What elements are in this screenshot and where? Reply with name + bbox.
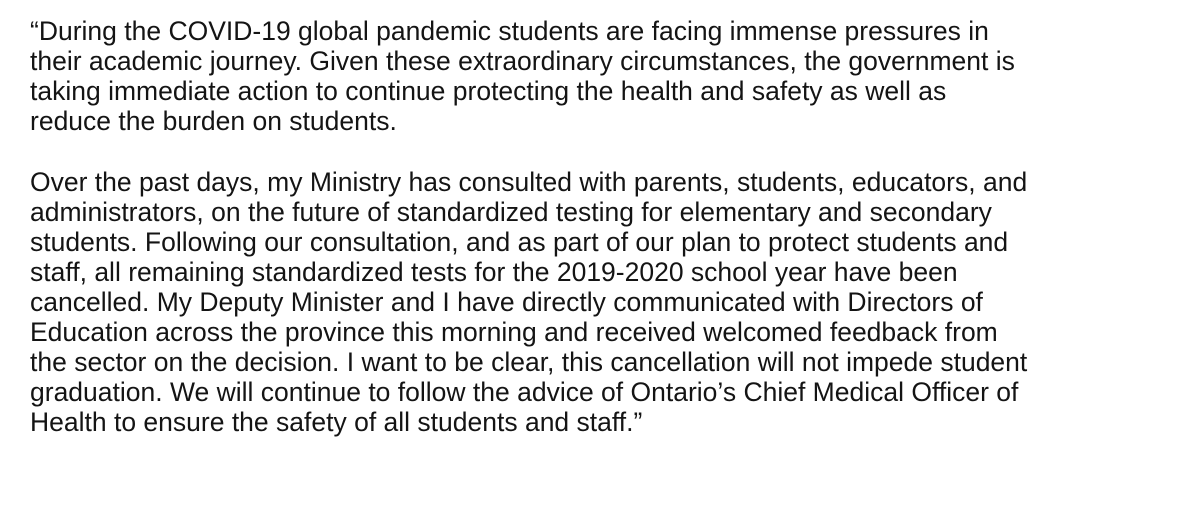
paragraph-2-line: staff, all remaining standardized tests for the 2019-2020 school year have been: [30, 257, 958, 287]
paragraph-2-line: graduation. We will continue to follow the advice of Ontario’s Chief Medical Officer of: [30, 377, 1019, 407]
paragraph-1: [30, 16, 1180, 136]
paragraph-2-line: the sector on the decision. I want to be clear, this cancellation will not impede student: [30, 347, 1028, 377]
paragraph-1-line: their academic journey. Given these extraordinary circumstances, the government is: [30, 46, 1015, 76]
paragraph-2-line: Health to ensure the safety of all students and staff.”: [30, 407, 643, 437]
paragraph-2-line: students. Following our consultation, and as part of our plan to protect students and: [30, 227, 1009, 257]
paragraph-2-line: administrators, on the future of standardized testing for elementary and secondary: [30, 197, 992, 227]
paragraph-spacer: [30, 136, 1180, 167]
paragraph-2-line: Education across the province this morning and received welcomed feedback from: [30, 317, 998, 347]
paragraph-2: [30, 167, 1180, 437]
paragraph-2-line: Over the past days, my Ministry has consulted with parents, students, educators, and: [30, 167, 1028, 197]
paragraph-1-line: reduce the burden on students.: [30, 106, 397, 136]
paragraph-1-line: taking immediate action to continue protecting the health and safety as well as: [30, 76, 947, 106]
paragraph-1-line: “During the COVID-19 global pandemic students are facing immense pressures in: [30, 16, 989, 46]
paragraph-2-line: cancelled. My Deputy Minister and I have directly communicated with Directors of: [30, 287, 983, 317]
statement-quote: [30, 16, 1180, 437]
